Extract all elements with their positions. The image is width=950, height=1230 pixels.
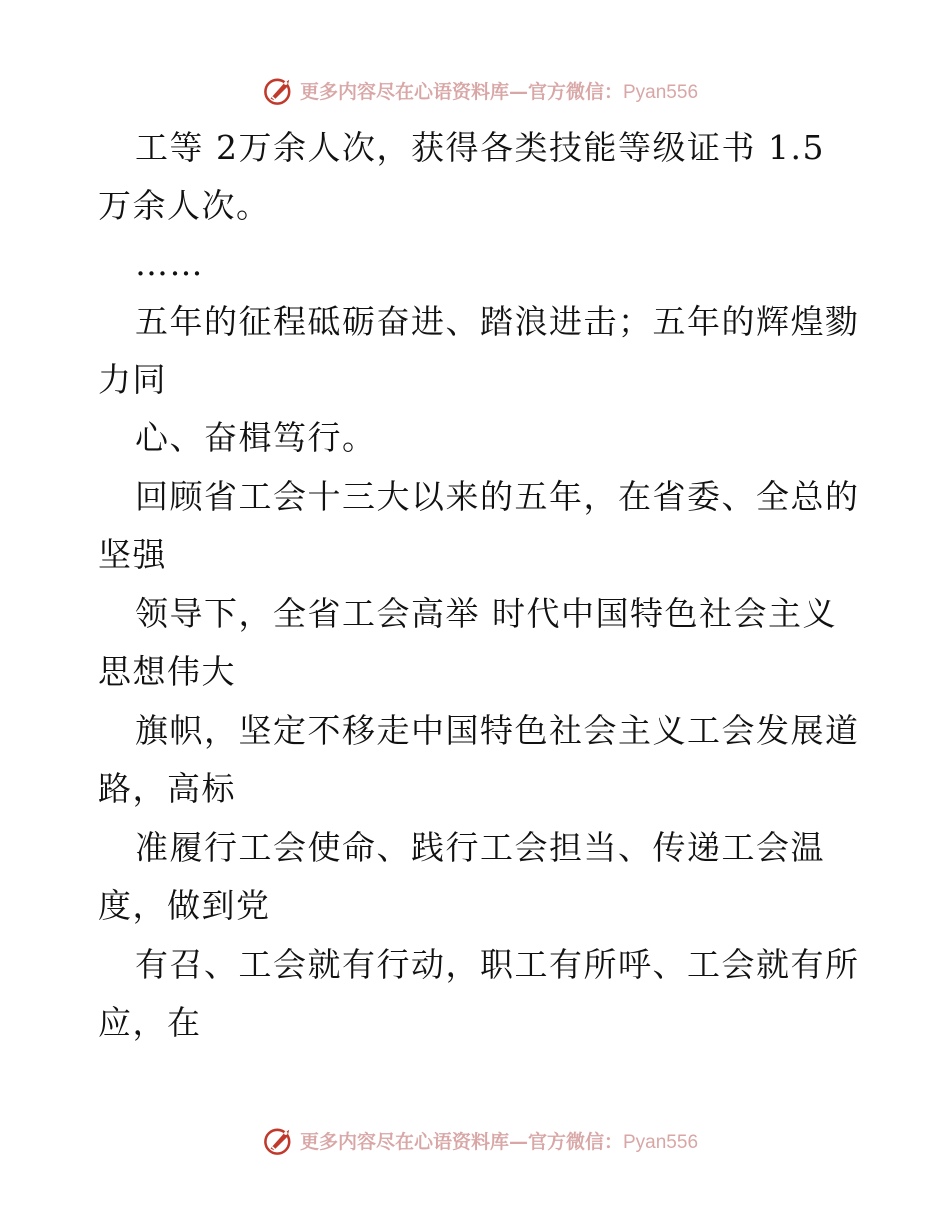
header-watermark-banner (0, 70, 950, 110)
pen-nib-logo-icon (262, 73, 296, 107)
paragraph-line: 应，在 (98, 1003, 202, 1042)
paragraph-line: 心、奋楫笃行。 (135, 418, 377, 457)
paragraph-line: 旗帜，坚定不移走中国特色社会主义工会发展道 (135, 711, 860, 750)
paragraph-line: 坚强 (98, 535, 167, 574)
paragraph-line: 五年的征程砥砺奋进、踏浪进击；五年的辉煌勠 (135, 302, 860, 341)
paragraph-line: 有召、工会就有行动，职工有所呼、工会就有所 (135, 945, 860, 984)
paragraph-line: 领导下，全省工会高举 时代中国特色社会主义 (135, 594, 837, 633)
paragraph-line: 工等 2万余人次，获得各类技能等级证书 1.5 (135, 128, 825, 167)
wechat-id: Pyan556 (623, 81, 699, 103)
watermark-text: 更多内容尽在心语资料库—官方微信：Pyan556 (299, 80, 699, 103)
pen-nib-logo-icon (262, 1123, 296, 1157)
paragraph-line: 万余人次。 (98, 186, 271, 225)
paragraph-line: 路，高标 (98, 769, 236, 808)
paragraph-line: …… (135, 244, 204, 283)
paragraph-line: 力同 (98, 360, 167, 399)
footer-watermark-banner (0, 1120, 950, 1160)
wechat-id: Pyan556 (623, 1131, 699, 1153)
paragraph-line: 度，做到党 (98, 886, 271, 925)
paragraph-line: 思想伟大 (98, 652, 236, 691)
paragraph-line: 回顾省工会十三大以来的五年，在省委、全总的 (135, 477, 860, 516)
watermark-text: 更多内容尽在心语资料库—官方微信：Pyan556 (299, 1130, 699, 1153)
paragraph-line: 准履行工会使命、践行工会担当、传递工会温 (135, 828, 825, 867)
